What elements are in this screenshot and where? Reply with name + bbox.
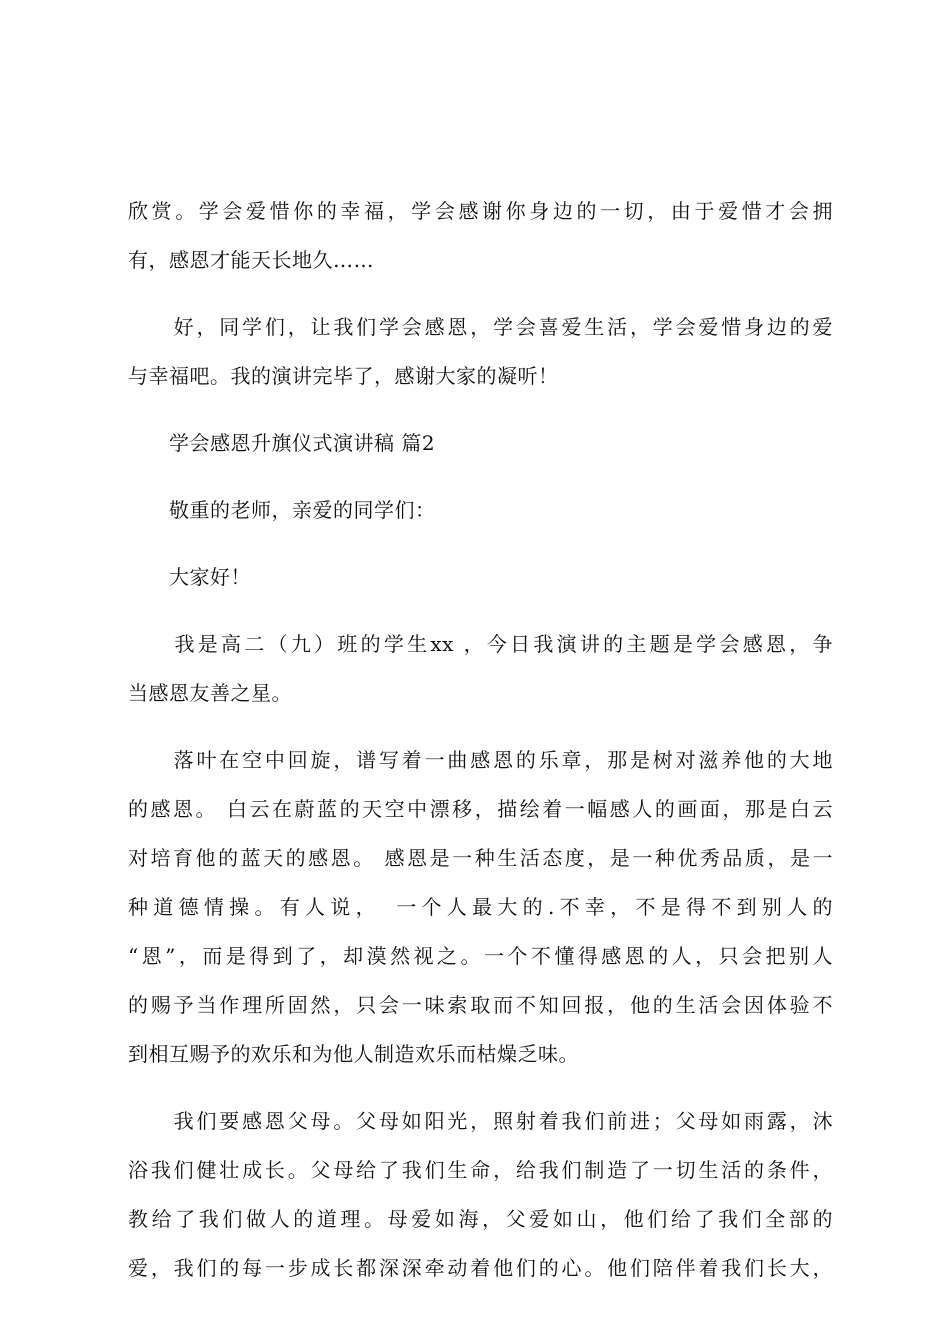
heading-line: 学会感恩升旗仪式演讲稿 篇2 [128,431,436,455]
section-heading [128,419,833,468]
text-line: 好，同学们，让我们学会感恩，学会喜爱生活，学会爱惜身边的爱 [128,315,833,339]
text-line: 落叶在空中回旋，谱写着一曲感恩的乐章，那是树对滋养他的大地 [128,748,833,772]
text-line: 浴我们健壮成长。父母给了我们生命，给我们制造了一切生活的条件， [128,1158,833,1182]
text-line: 到相互赐予的欢乐和为他人制造欢乐而枯燥乏味。 [128,1042,579,1066]
text-line: 我是高二（九）班的学生xx ，今日我演讲的主题是学会感恩，争 [128,632,833,656]
text-line: 大家好！ [128,565,251,589]
paragraph-introduction [128,620,833,718]
text-line: 我们要感恩父母。父母如阳光，照射着我们前进；父母如雨露，沐 [128,1109,833,1133]
text-line: 欣赏。学会爱惜你的幸福，学会感谢你身边的一切，由于爱惜才会拥 [128,199,833,223]
text-line: 的感恩。 白云在蔚蓝的天空中漂移，描绘着一幅感人的画面，那是白云 [128,797,833,821]
paragraph-2 [128,303,833,401]
salutation [128,486,833,535]
text-line: 与幸福吧。我的演讲完毕了，感谢大家的凝听！ [128,364,559,388]
paragraph-parents [128,1097,833,1293]
document-body [128,187,833,1293]
text-line: “恩”，而是得到了，却漠然视之。一个不懂得感恩的人，只会把别人 [128,944,833,968]
text-line: 敬重的老师，亲爱的同学们： [128,498,436,522]
text-line: 对培育他的蓝天的感恩。 感恩是一种生活态度，是一种优秀品质，是一 [128,846,833,870]
text-line: 有，感恩才能天长地久…… [128,248,374,272]
text-line: 的赐予当作理所固然，只会一味索取而不知回报，他的生活会因体验不 [128,993,833,1017]
text-line: 爱，我们的每一步成长都深深牵动着他们的心。他们陪伴着我们长大， [128,1256,833,1280]
paragraph-1 [128,187,833,285]
text-line: 当感恩友善之星。 [128,681,292,705]
text-line: 教给了我们做人的道理。母爱如海，父爱如山，他们给了我们全部的 [128,1207,833,1231]
paragraph-gratitude [128,736,833,1079]
text-line: 种道德情操。有人说， 一个人最大的.不幸，不是得不到别人的 [128,895,833,919]
greeting [128,553,833,602]
